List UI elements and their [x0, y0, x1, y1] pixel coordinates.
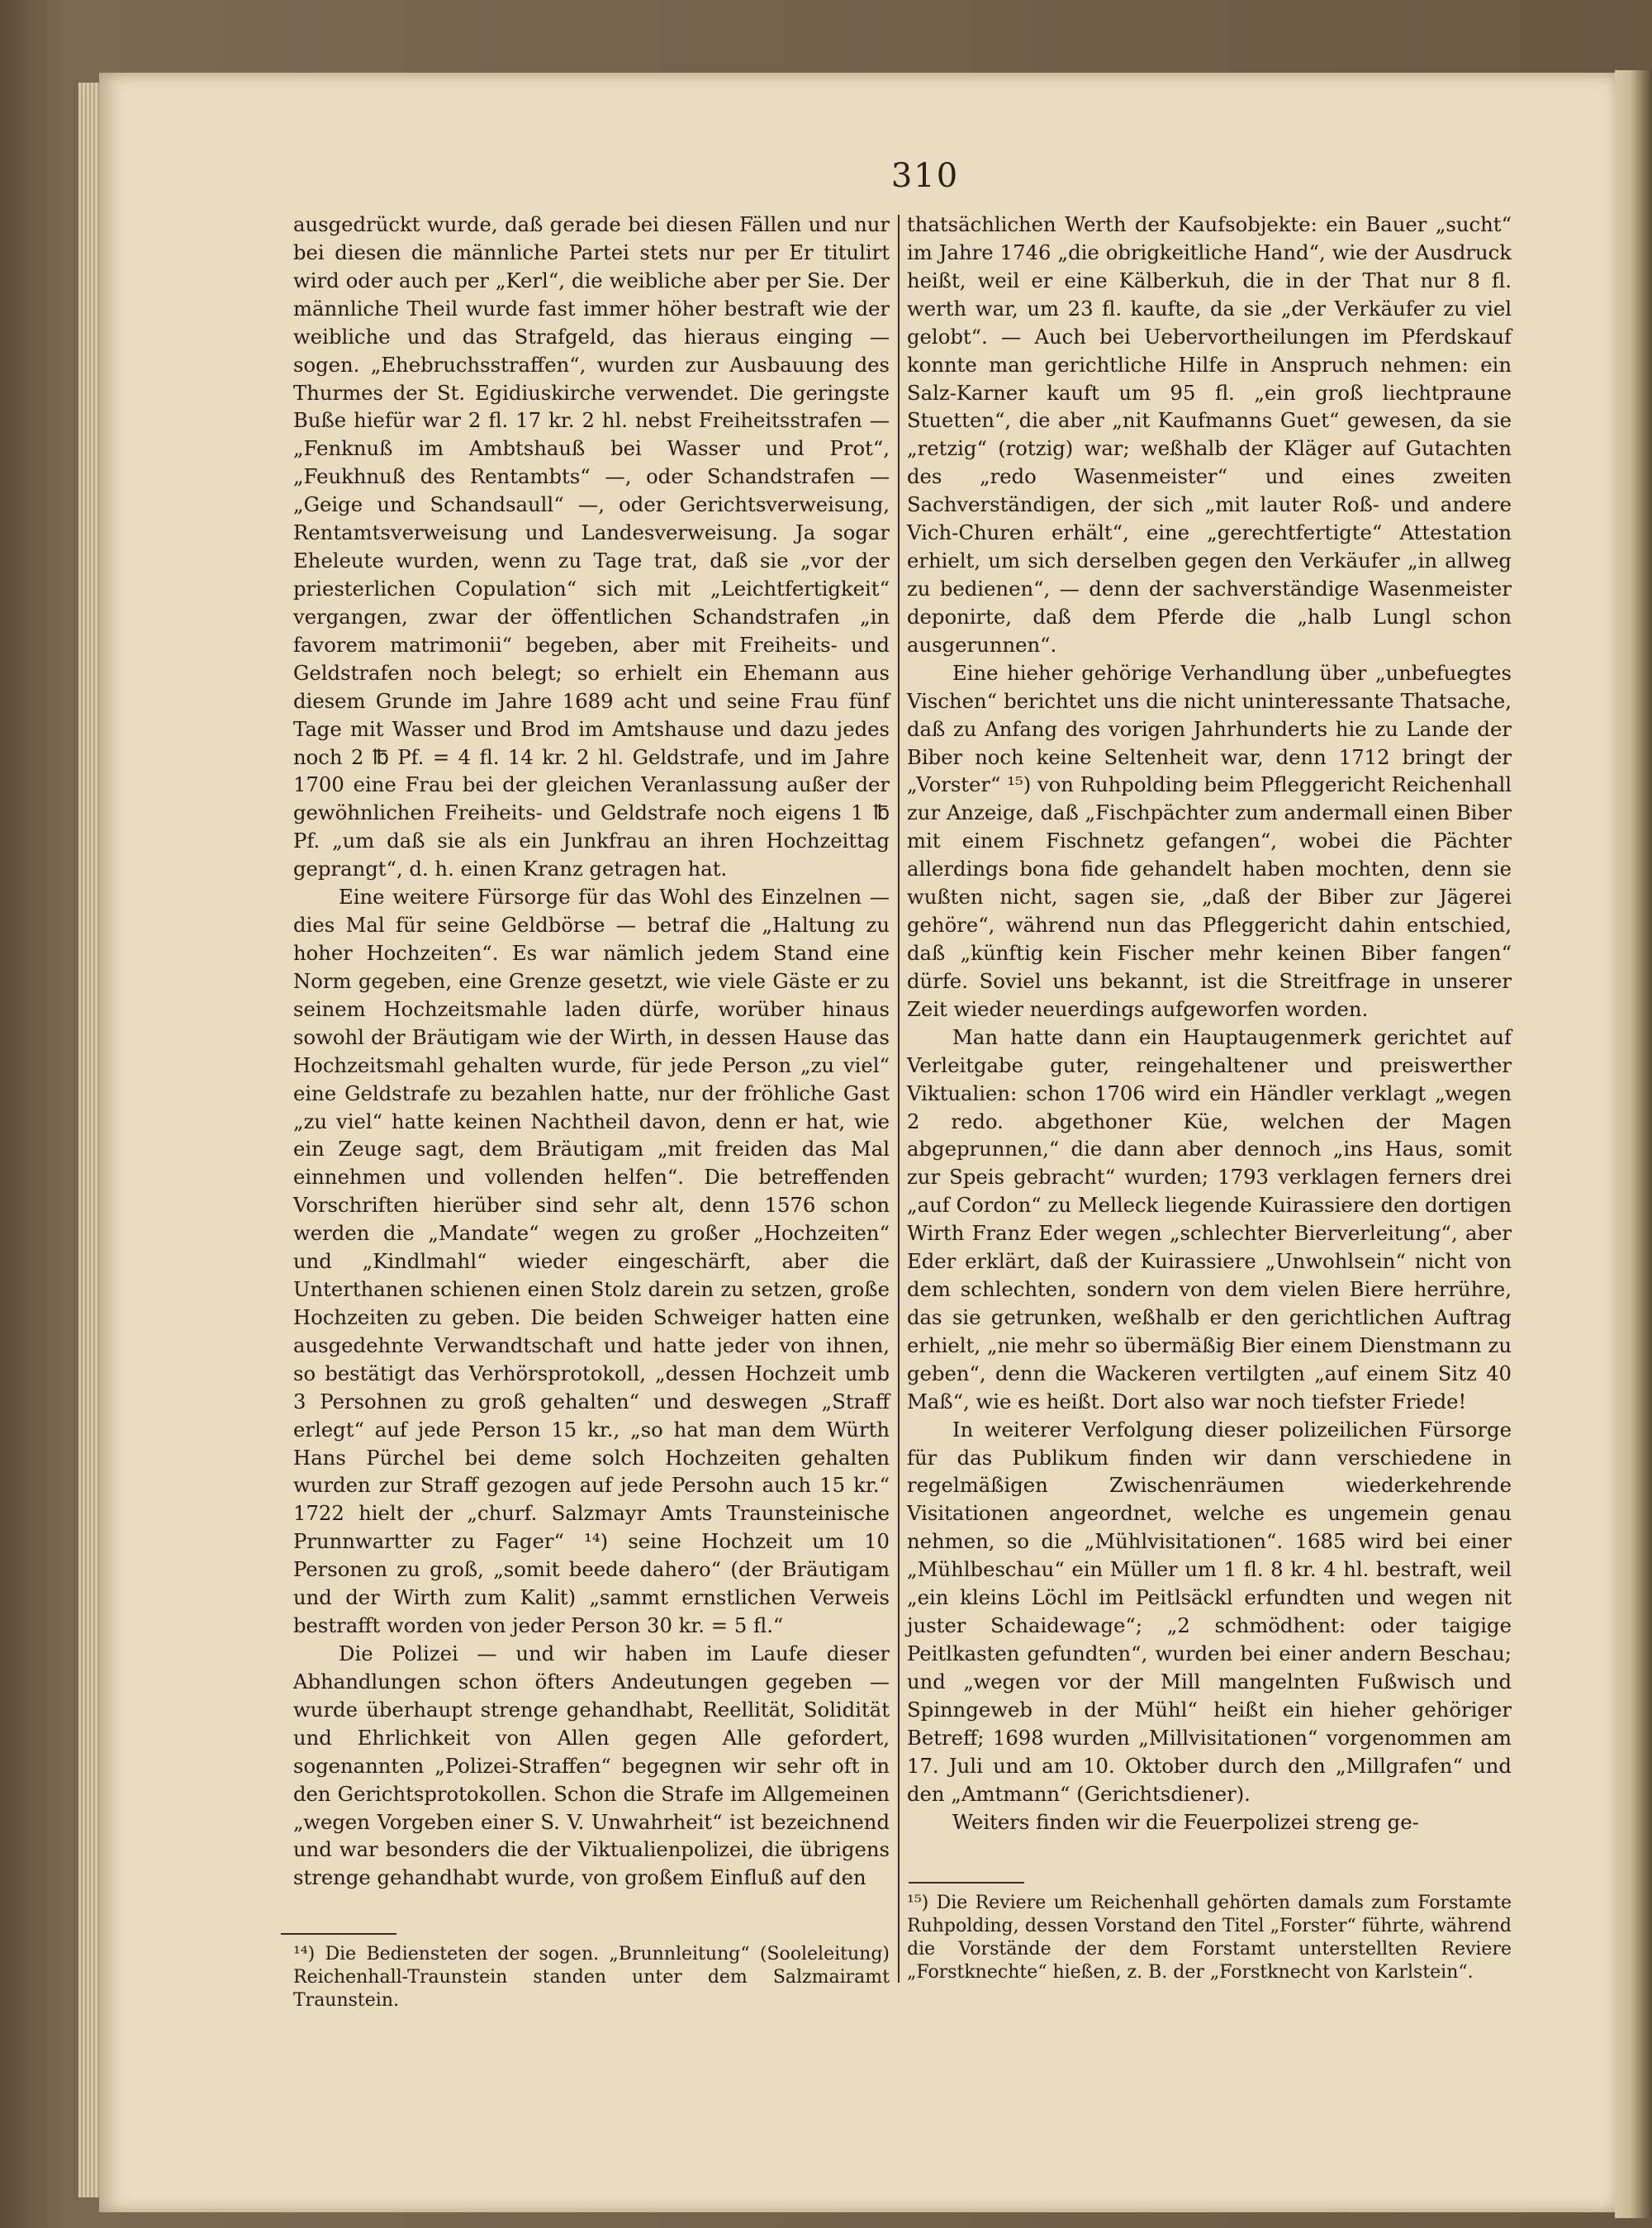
right-paragraph-5: Weiters finden wir die Feuerpolizei streng ge- [952, 1809, 1419, 1834]
right-paragraph-2: Eine hieher gehörige Verhandlung über „unbefuegtes Vischen“ berichtet uns die nicht uninteressante Thatsache, daß zu Anfang des vorigen Jahrhunderts hie zu Lande der Biber noch keine Seltenheit war, denn 1712 bringt der „Vorster“ ¹⁵) von Ruhpolding beim Pfleggericht Reichenhall zur Anzeige, daß „Fischpächter zum andermall einen Biber mit einem Fischnetz gefangen“, wobei die Pächter allerdings bona fide gehandelt haben mochten, denn sie wußten nicht, sagen sie, „daß der Biber zur Jägerei gehöre“, während nun das Pfleggericht dahin entschied, daß „künftig kein Fischer mehr keinen Biber fangen“ dürfe. Soviel uns bekannt, ist die Streitfrage in unserer Zeit wieder neuerdings aufgeworfen worden. [907, 660, 1512, 1021]
left-paragraph-2: Eine weitere Fürsorge für das Wohl des Einzelnen — dies Mal für seine Geldbörse — betraf die „Haltung zu hoher Hochzeiten“. Es war nämlich jedem Stand eine Norm gegeben, eine Grenze gesetzt, wie viele Gäste er zu seinem Hochzeitsmahle laden dürfe, worüber hinaus sowohl der Bräutigam wie der Wirth, in dessen Hause das Hochzeitsmahl gehalten wurde, für jede Person „zu viel“ eine Geldstrafe zu bezahlen hatte, nur der fröhliche Gast „zu viel“ hatte keinen Nachtheil davon, denn er hat, wie ein Zeuge sagt, dem Bräutigam „mit freiden das Mal einnehmen und vollenden helfen“. Die betreffenden Vorschriften hierüber sind sehr alt, denn 1576 schon werden die „Mandate“ wegen zu großer „Hochzeiten“ und „Kindlmahl“ wieder eingeschärft, aber die Unterthanen schienen einen Stolz darein zu setzen, große Hochzeiten zu geben. Die beiden Schweiger hatten eine ausgedehnte Verwandtschaft und hatte jeder von ihnen, so bestätigt das Verhörsprotokoll, „dessen Hochzeit umb 3 Persohnen zu groß gehalten“ und deswegen „Straff erlegt“ auf jede Person 15 kr., „so hat man dem Würth Hans Pürchel bei deme solch Hochzeiten gehalten wurden zur Straff gezogen auf jede Persohn auch 15 kr.“ 1722 hielt der „churf. Salzmayr Amts Traunsteinische Prunnwartter zu Fager“ ¹⁴) seine Hochzeit um 10 Personen zu groß, „somit beede dahero“ (der Bräutigam und der Wirth zum Kalit) „sammt ernstlichen Verweis bestrafft worden von jeder Person 30 kr. = 5 fl.“ [293, 885, 890, 1638]
right-paragraph-4: In weiterer Verfolgung dieser polizeilichen Fürsorge für das Publikum finden wir dann verschiedene in regelmäßigen Zwischenräumen wiederkehrende Visitationen angeordnet, welche es ungemein genau nehmen, so die „Mühlvisitationen“. 1685 wird bei einer „Mühlbeschau“ ein Müller um 1 fl. 8 kr. 4 hl. bestraft, weil „ein kleins Löchl im Peitlsäckl erfundten und wegen nit juster Schaidewage“; „2 schmödhent: oder taigige Peitlkasten gefundten“, wurden bei einer andern Beschau; und „wegen vor der Mill mangelnten Fußwisch und Spinngeweb in der Mühl“ heißt ein hieher gehöriger Betreff; 1698 wurden „Millvisitationen“ vorgenommen am 17. Juli und am 10. Oktober durch den „Millgrafen“ und den „Amtmann“ (Gerichtsdiener). [907, 1417, 1512, 1806]
right-column [907, 211, 1512, 1836]
column-divider [898, 215, 900, 1983]
left-paragraph-1: ausgedrückt wurde, daß gerade bei diesen Fällen und nur bei diesen die männliche Partei stets nur per Er titulirt wird oder auch per „Kerl“, die weibliche aber per Sie. Der männliche Theil wurde fast immer höher bestraft wie der weibliche und das Strafgeld, das hieraus einging — sogen. „Ehebruchsstraffen“, wurden zur Ausbauung des Thurmes der St. Egidiuskirche verwendet. Die geringste Buße hiefür war 2 fl. 17 kr. 2 hl. nebst Freiheitsstrafen — „Fenknuß im Ambtshauß bei Wasser und Prot“, „Feukhnuß des Rentambts“ —, oder Schandstrafen — „Geige und Schandsaull“ —, oder Gerichtsverweisung, Rentamtsverweisung und Landesverweisung. Ja sogar Eheleute wurden, wenn zu Tage trat, daß sie „vor der priesterlichen Copulation“ sich mit „Leichtfertigkeit“ vergangen, zwar der öffentlichen Schandstrafen „in favorem matrimonii“ begeben, aber mit Freiheits- und Geldstrafen noch belegt; so erhielt ein Ehemann aus diesem Grunde im Jahre 1689 acht und seine Frau fünf Tage mit Wasser und Brod im Amtshause und dazu jedes noch 2 ℔ Pf. = 4 fl. 14 kr. 2 hl. Geldstrafe, und im Jahre 1700 eine Frau bei der gleichen Veranlassung außer der gewöhnlichen Freiheits- und Geldstrafe noch eigens 1 ℔ Pf. „um daß sie als ein Junkfrau an ihren Hochzeittag geprangt“, d. h. einen Kranz getragen hat. [293, 212, 890, 881]
right-footnote: ¹⁵) Die Reviere um Reichenhall gehörten damals zum Forstamte Ruhpolding, dessen Vorstand den Titel „Forster“ führte, während die Vorstände der dem Forstamt unterstellten Reviere „Forstknechte“ hießen, z. B. der „Forstknecht von Karlstein“. [907, 1893, 1512, 1983]
right-paragraph-3: Man hatte dann ein Hauptaugenmerk gerichtet auf Verleitgabe guter, reingehaltener und preiswerther Viktualien: schon 1706 wird ein Händler verklagt „wegen 2 redo. abgethoner Küe, welchen der Magen abgeprunnen,“ die dann aber dennoch „ins Haus, somit zur Speis gebracht“ wurden; 1793 verklagen ferners drei „auf Cordon“ zu Melleck liegende Kuirassiere den dortigen Wirth Franz Eder wegen „schlechter Bierverleitung“, aber Eder erklärt, daß der Kuirassiere „Unwohlsein“ nicht von dem schlechten, sondern von dem vielen Biere herrühre, das sie getrunken, weßhalb er den gerichtlichen Auftrag erhielt, „nie mehr so übermäßig Bier einem Dienstmann zu geben“, denn die Wackeren vertilgten „auf einem Sitz 40 Maß“, wie es heißt. Dort also war noch tiefster Friede! [907, 1024, 1512, 1413]
right-paragraph-1: thatsächlichen Werth der Kaufsobjekte: ein Bauer „sucht“ im Jahre 1746 „die obrigkeitliche Hand“, wie der Ausdruck heißt, weil er eine Kälberkuh, die in der That nur 8 fl. werth war, um 23 fl. kaufte, da sie „der Verkäufer zu viel gelobt“. — Auch bei Uebervortheilungen im Pferdskauf konnte man gerichtliche Hilfe in Anspruch nehmen: ein Salz-Karner kauft um 95 fl. „ein groß liechtpraune Stuetten“, die aber „nit Kaufmanns Guet“ gewesen, da sie „retzig“ (rotzig) war; weßhalb der Kläger auf Gutachten des „redo Wasenmeister“ und eines zweiten Sachverständigen, der sich „mit lauter Roß- und andere Vich-Churen erhält“, eine „gerechtfertigte“ Attestation erhielt, um sich derselben gegen den Verkäufer „in allweg zu bedienen“, — denn der sachverständige Wasenmeister deponirte, daß dem Pferde die „halb Lungl schon ausgerunnen“. [907, 212, 1512, 657]
right-footnote-rule [909, 1882, 1024, 1884]
left-column [293, 211, 890, 1892]
left-footnote: ¹⁴) Die Bediensteten der sogen. „Brunnleitung“ (Sooleleitung) Reichenhall-Traunstein standen unter dem Salzmairamt Traunstein. [293, 1944, 890, 2011]
page-number: 310 [890, 157, 960, 195]
facing-page-edge [1615, 70, 1652, 2218]
left-paragraph-3: Die Polizei — und wir haben im Laufe dieser Abhandlungen schon öfters Andeutungen gegeben — wurde überhaupt strenge gehandhabt, Reellität, Solidität und Ehrlichkeit von Allen gegen Alle gefordert, sogenannten „Polizei-Straffen“ begegnen wir sehr oft in den Gerichtsprotokollen. Schon die Strafe im Allgemeinen „wegen Vorgeben einer S. V. Unwahrheit“ ist bezeichnend und war besonders die der Viktualienpolizei, die übrigens strenge gehandhabt wurde, von großem Einfluß auf den [293, 1641, 890, 1890]
left-footnote-rule [281, 1933, 396, 1935]
